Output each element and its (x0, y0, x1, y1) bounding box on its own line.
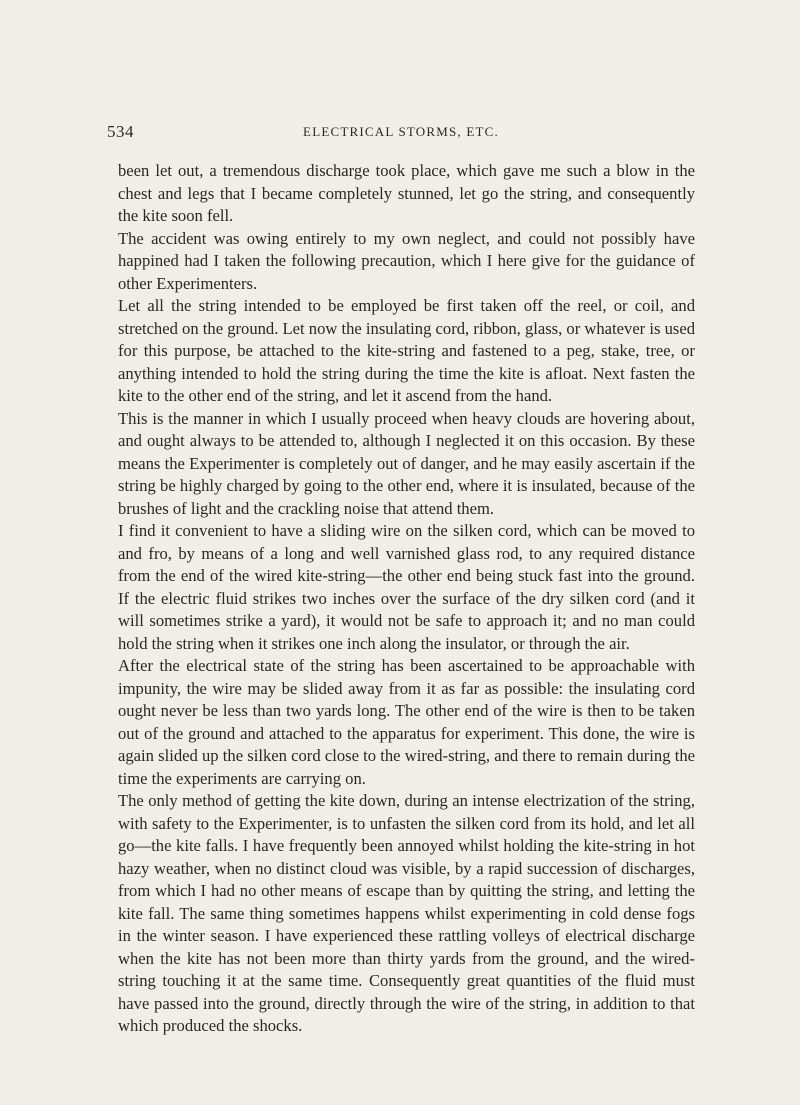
page-number: 534 (107, 122, 134, 141)
paragraph: The accident was owing entirely to my own neglect, and could not possibly have happined had I taken the following precaution, which I here give for the guidance of other Experimenters. (118, 228, 695, 293)
body-text (118, 160, 695, 1038)
paragraph: After the electrical state of the string has been ascertained to be approachable with impunity, the wire may be slided away from it as far as possible: the insulating cord ought never be less than two yards long. The other end of the wire is then to be taken out of the ground and attached to the apparatus for experiment. This done, the wire is again slided up the silken cord close to the wired-string, and there to remain during the time the experiments are carrying on. (118, 656, 695, 788)
page-header (107, 122, 695, 144)
paragraph: I find it convenient to have a sliding wire on the silken cord, which can be moved to and fro, by means of a long and well varnished glass rod, to any required distance from the end of the wired kite-string—the other end being stuck fast into the ground. If the electric fluid strikes two inches over the surface of the dry silken cord (and it will sometimes strike a yard), it would not be safe to approach it; and no man could hold the string when it strikes one inch along the insulator, or through the air. (118, 521, 695, 653)
running-head: ELECTRICAL STORMS, ETC. (303, 124, 499, 139)
paragraph: Let all the string intended to be employed be first taken off the reel, or coil, and stretched on the ground. Let now the insulating cord, ribbon, glass, or whatever is used for this purpose, be attached to the kite-string and fastened to a peg, stake, tree, or anything intended to hold the string during the time the kite is afloat. Next fasten the kite to the other end of the string, and let it ascend from the hand. (118, 296, 695, 405)
paragraph: The only method of getting the kite down, during an intense electrization of the string, with safety to the Experimenter, is to unfasten the silken cord from its hold, and let all go—the kite falls. I have frequently been annoyed whilst holding the kite-string in hot hazy weather, when no distinct cloud was visible, by a rapid succession of discharges, from which I had no other means of escape than by quitting the string, and letting the kite fall. The same thing sometimes happens whilst experimenting in cold dense fogs in the winter season. I have experienced these rattling volleys of electrical discharge when the kite has not been more than thirty yards from the ground, and the wired-string touching it at the same time. Consequently great quantities of the fluid must have passed into the ground, directly through the wire of the string, in addition to that which produced the shocks. (118, 791, 695, 1035)
paragraph: This is the manner in which I usually proceed when heavy clouds are hovering about, and ought always to be attended to, although I neglected it on this occasion. By these means the Experimenter is completely out of danger, and he may easily ascertain if the string be highly charged by going to the other end, where it is insulated, because of the brushes of light and the crackling noise that attend them. (118, 408, 695, 518)
paragraph: been let out, a tremendous discharge took place, which gave me such a blow in the chest and legs that I became completely stunned, let go the string, and consequently the kite soon fell. (118, 161, 695, 225)
